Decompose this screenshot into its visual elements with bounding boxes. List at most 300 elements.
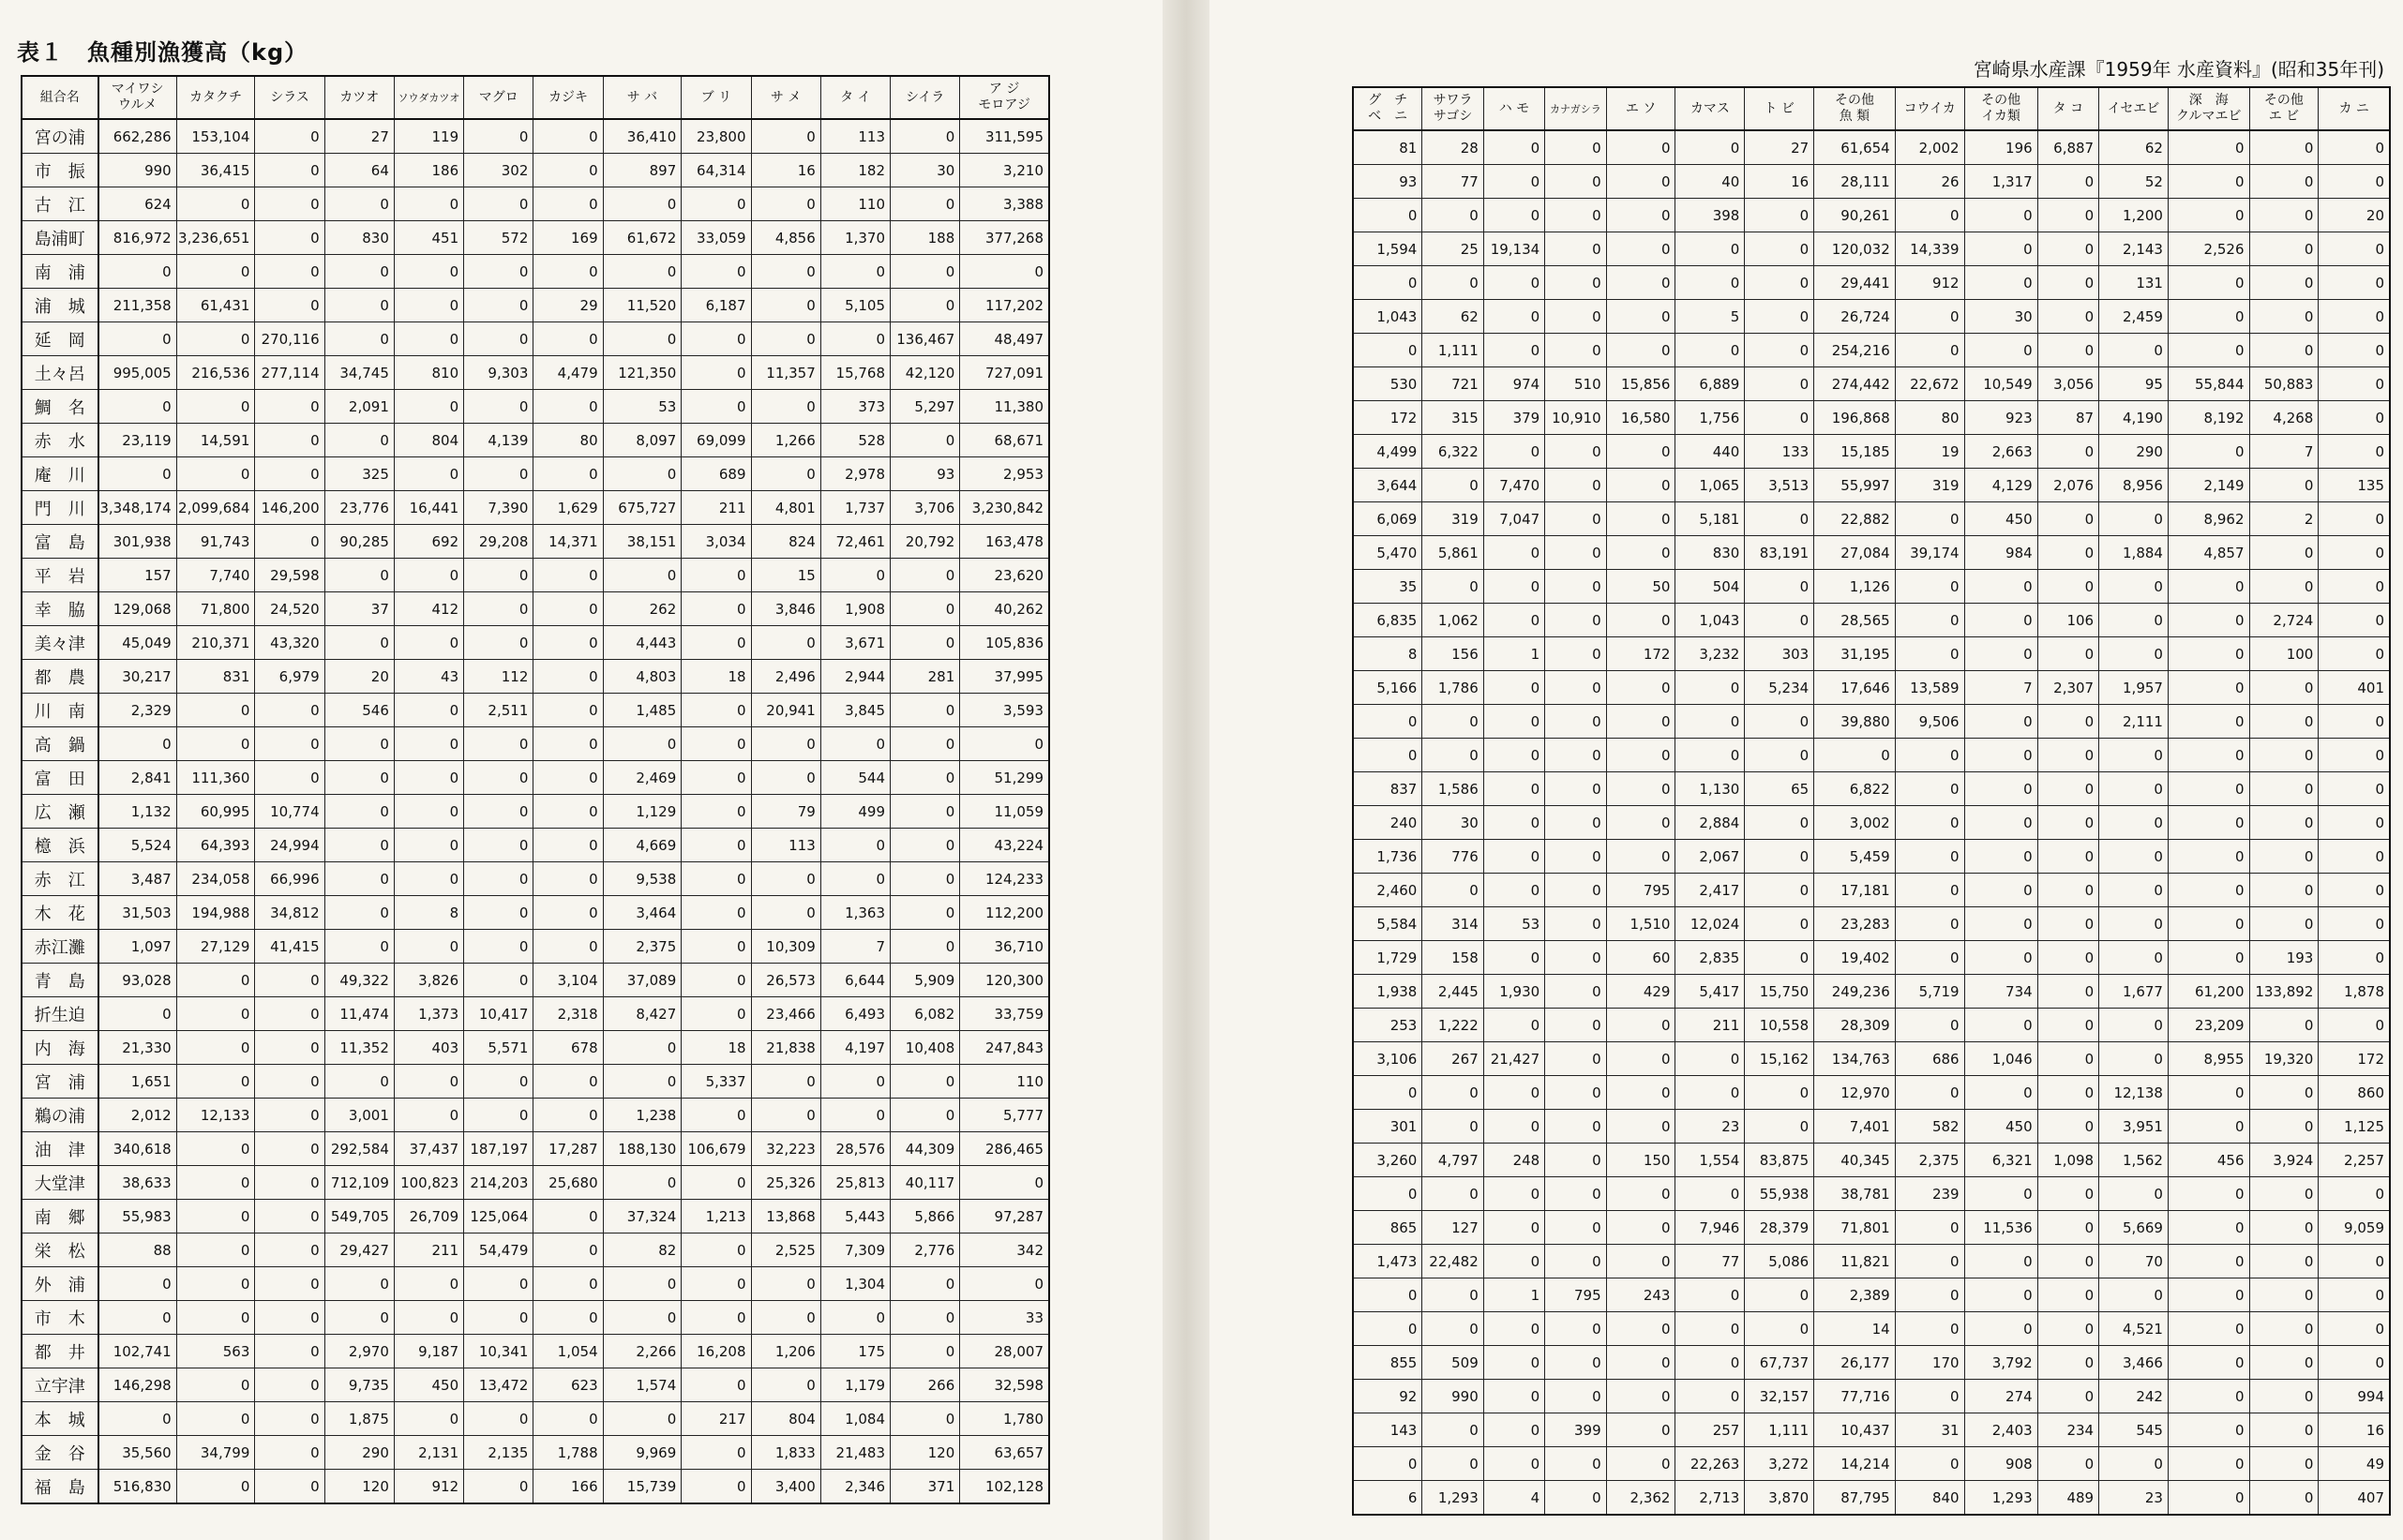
- cooperative-name-cell: 宮の浦: [22, 119, 98, 154]
- catch-value-cell: 0: [1964, 334, 2037, 367]
- catch-value-cell: 83,875: [1745, 1144, 1814, 1177]
- catch-value-cell: 120: [891, 1436, 960, 1470]
- catch-value-cell: 0: [255, 154, 324, 187]
- catch-value-cell: 0: [394, 1267, 463, 1301]
- catch-value-cell: 5,086: [1745, 1245, 1814, 1278]
- catch-value-cell: 0: [2249, 705, 2319, 739]
- catch-value-cell: 0: [324, 727, 394, 761]
- catch-value-cell: 0: [1964, 772, 2037, 806]
- cooperative-name-cell: 富 田: [22, 761, 98, 795]
- catch-value-cell: 1,304: [820, 1267, 890, 1301]
- catch-value-cell: 0: [891, 761, 960, 795]
- catch-value-cell: 0: [1483, 1245, 1544, 1278]
- catch-value-cell: 5,234: [1745, 671, 1814, 705]
- column-header: サ バ: [603, 76, 682, 119]
- cooperative-name-cell: 南 郷: [22, 1200, 98, 1233]
- catch-value-cell: 1,884: [2099, 536, 2169, 570]
- catch-value-cell: 371: [891, 1470, 960, 1504]
- catch-value-cell: 4,797: [1422, 1144, 1483, 1177]
- catch-value-cell: 0: [2319, 130, 2390, 165]
- catch-value-cell: 776: [1422, 840, 1483, 874]
- catch-value-cell: 0: [255, 1368, 324, 1402]
- catch-value-cell: 28: [1422, 130, 1483, 165]
- catch-value-cell: 837: [1353, 772, 1422, 806]
- catch-value-cell: 6,187: [682, 289, 751, 322]
- catch-value-cell: 572: [464, 221, 533, 255]
- catch-value-cell: 34,745: [324, 356, 394, 390]
- catch-value-cell: 0: [1606, 300, 1675, 334]
- catch-value-cell: 90,285: [324, 525, 394, 559]
- catch-value-cell: 80: [533, 424, 603, 457]
- catch-value-cell: 0: [891, 289, 960, 322]
- column-header: タ コ: [2037, 87, 2098, 130]
- catch-value-cell: 2,362: [1606, 1481, 1675, 1516]
- catch-value-cell: 0: [1483, 1211, 1544, 1245]
- catch-value-cell: 143: [1353, 1413, 1422, 1447]
- catch-value-cell: 3,388: [960, 187, 1049, 221]
- catch-value-cell: 110: [820, 187, 890, 221]
- catch-value-cell: 19: [1895, 435, 1964, 469]
- catch-value-cell: 0: [682, 694, 751, 727]
- catch-value-cell: 0: [1545, 1245, 1606, 1278]
- catch-value-cell: 2,511: [464, 694, 533, 727]
- catch-value-cell: 1,930: [1483, 975, 1544, 1009]
- table-row: [1353, 1278, 2390, 1312]
- catch-value-cell: 0: [2319, 536, 2390, 570]
- catch-value-cell: 0: [394, 626, 463, 660]
- catch-value-cell: 0: [1745, 874, 1814, 907]
- catch-value-cell: 188,130: [603, 1132, 682, 1166]
- catch-value-cell: 29: [533, 289, 603, 322]
- column-header: シラス: [255, 76, 324, 119]
- catch-value-cell: 32,598: [960, 1368, 1049, 1402]
- table-row: [1353, 232, 2390, 266]
- catch-value-cell: 0: [820, 1301, 890, 1335]
- catch-value-cell: 53: [1483, 907, 1544, 941]
- table-row: [22, 1368, 1049, 1402]
- catch-value-cell: 0: [1545, 1110, 1606, 1144]
- catch-value-cell: 0: [1745, 604, 1814, 637]
- catch-value-cell: 0: [1606, 502, 1675, 536]
- catch-value-cell: 21,483: [820, 1436, 890, 1470]
- catch-value-cell: 0: [682, 1470, 751, 1504]
- catch-value-cell: 0: [1895, 604, 1964, 637]
- catch-value-cell: 0: [176, 1368, 255, 1402]
- catch-value-cell: 1,786: [1422, 671, 1483, 705]
- column-header: カナガシラ: [1545, 87, 1606, 130]
- catch-value-cell: 0: [820, 559, 890, 592]
- catch-value-cell: 4,479: [533, 356, 603, 390]
- table-row: [22, 997, 1049, 1031]
- catch-value-cell: 0: [2037, 300, 2098, 334]
- catch-value-cell: 0: [464, 255, 533, 289]
- catch-value-cell: 810: [394, 356, 463, 390]
- catch-value-cell: 35: [1353, 570, 1422, 604]
- catch-value-cell: 0: [1675, 334, 1745, 367]
- catch-value-cell: 0: [1422, 1312, 1483, 1346]
- catch-value-cell: 0: [324, 795, 394, 829]
- catch-value-cell: 412: [394, 592, 463, 626]
- catch-value-cell: 0: [891, 119, 960, 154]
- catch-value-cell: 32,157: [1745, 1380, 1814, 1413]
- catch-value-cell: 0: [1483, 772, 1544, 806]
- catch-value-cell: 0: [682, 997, 751, 1031]
- catch-value-cell: 0: [2037, 334, 2098, 367]
- catch-value-cell: 1,126: [1814, 570, 1896, 604]
- catch-value-cell: 0: [394, 862, 463, 896]
- catch-value-cell: 0: [1675, 705, 1745, 739]
- catch-value-cell: 0: [2037, 739, 2098, 772]
- catch-value-cell: 9,187: [394, 1335, 463, 1368]
- catch-value-cell: 0: [1606, 1380, 1675, 1413]
- catch-value-cell: 64: [324, 154, 394, 187]
- catch-value-cell: 0: [891, 862, 960, 896]
- catch-value-cell: 175: [820, 1335, 890, 1368]
- cooperative-name-cell: 富 島: [22, 525, 98, 559]
- catch-value-cell: 0: [1483, 1447, 1544, 1481]
- catch-value-cell: 0: [1964, 806, 2037, 840]
- catch-value-cell: 0: [603, 255, 682, 289]
- catch-value-cell: 40,117: [891, 1166, 960, 1200]
- catch-value-cell: 1,084: [820, 1402, 890, 1436]
- table-row: [22, 390, 1049, 424]
- catch-value-cell: 0: [533, 559, 603, 592]
- catch-value-cell: 172: [2319, 1042, 2390, 1076]
- catch-value-cell: 80: [1895, 401, 1964, 435]
- catch-value-cell: 0: [255, 1402, 324, 1436]
- catch-value-cell: 0: [464, 390, 533, 424]
- catch-value-cell: 210,371: [176, 626, 255, 660]
- table-row: [1353, 1413, 2390, 1447]
- table-row: [22, 1132, 1049, 1166]
- catch-value-cell: 0: [176, 1402, 255, 1436]
- catch-value-cell: 0: [1895, 739, 1964, 772]
- catch-value-cell: 0: [751, 761, 820, 795]
- catch-value-cell: 4,129: [1964, 469, 2037, 502]
- catch-value-cell: 0: [1545, 1211, 1606, 1245]
- catch-value-cell: 0: [1483, 1009, 1544, 1042]
- catch-value-cell: 22,672: [1895, 367, 1964, 401]
- catch-value-cell: 2,724: [2249, 604, 2319, 637]
- table-row: [22, 862, 1049, 896]
- catch-value-cell: 499: [820, 795, 890, 829]
- catch-value-cell: 0: [255, 1301, 324, 1335]
- catch-value-cell: 2,970: [324, 1335, 394, 1368]
- catch-value-cell: 0: [464, 964, 533, 997]
- catch-value-cell: 266: [891, 1368, 960, 1402]
- cooperative-name-cell: 檍 浜: [22, 829, 98, 862]
- catch-value-cell: 301: [1353, 1110, 1422, 1144]
- catch-value-cell: 1,780: [960, 1402, 1049, 1436]
- catch-value-cell: 23,466: [751, 997, 820, 1031]
- catch-value-cell: 2,307: [2037, 671, 2098, 705]
- catch-value-cell: 0: [533, 154, 603, 187]
- catch-value-cell: 0: [324, 862, 394, 896]
- table-row: [22, 1402, 1049, 1436]
- catch-value-cell: 0: [1422, 1413, 1483, 1447]
- table-row: [1353, 907, 2390, 941]
- catch-value-cell: 0: [324, 1065, 394, 1099]
- catch-value-cell: 4,521: [2099, 1312, 2169, 1346]
- catch-value-cell: 3,466: [2099, 1346, 2169, 1380]
- catch-value-cell: 0: [1422, 469, 1483, 502]
- catch-value-cell: 36,710: [960, 930, 1049, 964]
- catch-value-cell: 2,944: [820, 660, 890, 694]
- catch-value-cell: 0: [2037, 1278, 2098, 1312]
- catch-value-cell: 5,777: [960, 1099, 1049, 1132]
- catch-value-cell: 456: [2168, 1144, 2249, 1177]
- catch-value-cell: 5,470: [1353, 536, 1422, 570]
- catch-value-cell: 0: [1895, 1211, 1964, 1245]
- catch-value-cell: 13,868: [751, 1200, 820, 1233]
- catch-value-cell: 0: [1895, 941, 1964, 975]
- catch-value-cell: 55,983: [98, 1200, 177, 1233]
- table-row: [1353, 1447, 2390, 1481]
- catch-value-cell: 3,826: [394, 964, 463, 997]
- catch-value-cell: 129,068: [98, 592, 177, 626]
- catch-value-cell: 0: [464, 457, 533, 491]
- catch-value-cell: 0: [2249, 199, 2319, 232]
- catch-value-cell: 34,799: [176, 1436, 255, 1470]
- catch-value-cell: 23,283: [1814, 907, 1896, 941]
- catch-value-cell: 0: [533, 829, 603, 862]
- catch-value-cell: 113: [820, 119, 890, 154]
- catch-value-cell: 40,345: [1814, 1144, 1896, 1177]
- catch-value-cell: 0: [255, 1031, 324, 1065]
- catch-value-cell: 33,059: [682, 221, 751, 255]
- catch-value-cell: 0: [603, 1301, 682, 1335]
- catch-value-cell: 2,403: [1964, 1413, 2037, 1447]
- catch-value-cell: 24,994: [255, 829, 324, 862]
- catch-value-cell: 54,479: [464, 1233, 533, 1267]
- catch-value-cell: 28,379: [1745, 1211, 1814, 1245]
- catch-value-cell: 87: [2037, 401, 2098, 435]
- catch-value-cell: 4,669: [603, 829, 682, 862]
- catch-value-cell: 923: [1964, 401, 2037, 435]
- catch-value-cell: 0: [2037, 1211, 2098, 1245]
- catch-value-cell: 6,979: [255, 660, 324, 694]
- cooperative-name-cell: 土々呂: [22, 356, 98, 390]
- catch-value-cell: 34,812: [255, 896, 324, 930]
- catch-value-cell: 0: [1353, 1076, 1422, 1110]
- catch-value-cell: 146,200: [255, 491, 324, 525]
- catch-value-cell: 0: [533, 1065, 603, 1099]
- catch-value-cell: 110: [960, 1065, 1049, 1099]
- catch-value-cell: 18: [682, 1031, 751, 1065]
- catch-value-cell: 0: [1745, 1312, 1814, 1346]
- catch-value-cell: 0: [2099, 334, 2169, 367]
- catch-value-cell: 8,962: [2168, 502, 2249, 536]
- catch-value-cell: 14,214: [1814, 1447, 1896, 1481]
- table-row: [1353, 705, 2390, 739]
- catch-value-cell: 248: [1483, 1144, 1544, 1177]
- catch-value-cell: 450: [394, 1368, 463, 1402]
- catch-value-cell: 0: [98, 322, 177, 356]
- catch-value-cell: 0: [98, 1301, 177, 1335]
- catch-value-cell: 692: [394, 525, 463, 559]
- catch-value-cell: 974: [1483, 367, 1544, 401]
- catch-value-cell: 0: [603, 1166, 682, 1200]
- catch-value-cell: 0: [2099, 604, 2169, 637]
- catch-value-cell: 156: [1422, 637, 1483, 671]
- cooperative-name-cell: 木 花: [22, 896, 98, 930]
- catch-value-cell: 29,208: [464, 525, 533, 559]
- catch-value-cell: 0: [176, 1065, 255, 1099]
- cooperative-name-cell: 栄 松: [22, 1233, 98, 1267]
- catch-value-cell: 0: [324, 626, 394, 660]
- catch-value-cell: 0: [1483, 266, 1544, 300]
- catch-value-cell: 0: [1675, 130, 1745, 165]
- catch-value-cell: 1,054: [533, 1335, 603, 1368]
- catch-value-cell: 0: [2249, 469, 2319, 502]
- catch-value-cell: 7,946: [1675, 1211, 1745, 1245]
- catch-value-cell: 0: [1545, 705, 1606, 739]
- catch-value-cell: 0: [1964, 1278, 2037, 1312]
- catch-value-cell: 2,389: [1814, 1278, 1896, 1312]
- catch-value-cell: 1,098: [2037, 1144, 2098, 1177]
- catch-value-cell: 3,260: [1353, 1144, 1422, 1177]
- catch-value-cell: 0: [751, 862, 820, 896]
- catch-value-cell: 0: [394, 829, 463, 862]
- catch-value-cell: 0: [1606, 199, 1675, 232]
- catch-value-cell: 1,473: [1353, 1245, 1422, 1278]
- catch-value-cell: 0: [1545, 1481, 1606, 1516]
- table-row: [22, 1099, 1049, 1132]
- column-header: コウイカ: [1895, 87, 1964, 130]
- catch-value-cell: 0: [2319, 1245, 2390, 1278]
- table-row: [22, 356, 1049, 390]
- catch-value-cell: 549,705: [324, 1200, 394, 1233]
- table-row: [22, 660, 1049, 694]
- catch-value-cell: 0: [1895, 334, 1964, 367]
- catch-value-cell: 5,719: [1895, 975, 1964, 1009]
- catch-value-cell: 13,472: [464, 1368, 533, 1402]
- catch-value-cell: 0: [603, 457, 682, 491]
- catch-value-cell: 0: [1606, 232, 1675, 266]
- catch-value-cell: 0: [1353, 334, 1422, 367]
- catch-value-cell: 0: [176, 694, 255, 727]
- catch-value-cell: 686: [1895, 1042, 1964, 1076]
- catch-value-cell: 0: [2249, 671, 2319, 705]
- catch-value-cell: 544: [820, 761, 890, 795]
- catch-value-cell: 6,493: [820, 997, 890, 1031]
- catch-value-cell: 0: [891, 626, 960, 660]
- catch-value-cell: 7: [2249, 435, 2319, 469]
- catch-value-cell: 10,417: [464, 997, 533, 1031]
- column-header: ハ モ: [1483, 87, 1544, 130]
- catch-value-cell: 113: [751, 829, 820, 862]
- catch-value-cell: 6,644: [820, 964, 890, 997]
- catch-value-cell: 0: [464, 1099, 533, 1132]
- catch-value-cell: 170: [1895, 1346, 1964, 1380]
- cooperative-name-cell: 幸 脇: [22, 592, 98, 626]
- catch-value-cell: 2,884: [1675, 806, 1745, 840]
- catch-value-cell: 0: [1353, 705, 1422, 739]
- catch-value-cell: 0: [1964, 739, 2037, 772]
- catch-value-cell: 0: [2249, 1380, 2319, 1413]
- catch-value-cell: 0: [682, 862, 751, 896]
- catch-value-cell: 1,373: [394, 997, 463, 1031]
- catch-value-cell: 0: [1483, 570, 1544, 604]
- catch-value-cell: 0: [751, 322, 820, 356]
- catch-value-cell: 3,056: [2037, 367, 2098, 401]
- catch-value-cell: 37,324: [603, 1200, 682, 1233]
- catch-value-cell: 0: [682, 1436, 751, 1470]
- catch-value-cell: 3,870: [1745, 1481, 1814, 1516]
- catch-value-cell: 29,427: [324, 1233, 394, 1267]
- catch-value-cell: 509: [1422, 1346, 1483, 1380]
- catch-value-cell: 0: [682, 896, 751, 930]
- catch-value-cell: 0: [1606, 604, 1675, 637]
- catch-value-cell: 0: [751, 727, 820, 761]
- catch-value-cell: 254,216: [1814, 334, 1896, 367]
- catch-value-cell: 0: [464, 289, 533, 322]
- catch-value-cell: 43,224: [960, 829, 1049, 862]
- cooperative-name-cell: 庵 川: [22, 457, 98, 491]
- catch-value-cell: 0: [820, 322, 890, 356]
- catch-value-cell: 0: [2168, 1413, 2249, 1447]
- catch-value-cell: 994: [2319, 1380, 2390, 1413]
- table-row: [22, 255, 1049, 289]
- catch-value-cell: 824: [751, 525, 820, 559]
- column-header: カ ニ: [2319, 87, 2390, 130]
- catch-value-cell: 5,459: [1814, 840, 1896, 874]
- catch-value-cell: 62: [2099, 130, 2169, 165]
- catch-value-cell: 0: [464, 559, 533, 592]
- catch-value-cell: 102,741: [98, 1335, 177, 1368]
- catch-value-cell: 37: [324, 592, 394, 626]
- catch-value-cell: 816,972: [98, 221, 177, 255]
- catch-value-cell: 0: [1895, 637, 1964, 671]
- catch-value-cell: 0: [682, 390, 751, 424]
- catch-value-cell: 0: [1422, 1177, 1483, 1211]
- catch-value-cell: 0: [1606, 130, 1675, 165]
- catch-value-cell: 0: [255, 1470, 324, 1504]
- catch-value-cell: 0: [255, 1436, 324, 1470]
- catch-value-cell: 0: [1606, 806, 1675, 840]
- table-row: [1353, 1110, 2390, 1144]
- catch-value-cell: 0: [533, 1267, 603, 1301]
- catch-value-cell: 0: [324, 424, 394, 457]
- catch-value-cell: 35,560: [98, 1436, 177, 1470]
- catch-value-cell: 0: [464, 187, 533, 221]
- cooperative-name-cell: 外 浦: [22, 1267, 98, 1301]
- catch-value-cell: 301,938: [98, 525, 177, 559]
- catch-value-cell: 239: [1895, 1177, 1964, 1211]
- table-row: [1353, 435, 2390, 469]
- catch-value-cell: 0: [1964, 705, 2037, 739]
- catch-value-cell: 0: [2037, 975, 2098, 1009]
- catch-value-cell: 1,317: [1964, 165, 2037, 199]
- catch-value-cell: 274: [1964, 1380, 2037, 1413]
- table-row: [1353, 941, 2390, 975]
- catch-value-cell: 5,669: [2099, 1211, 2169, 1245]
- catch-value-cell: 489: [2037, 1481, 2098, 1516]
- cooperative-name-cell: 都 井: [22, 1335, 98, 1368]
- column-header: その他 魚 類: [1814, 87, 1896, 130]
- catch-value-cell: 1,729: [1353, 941, 1422, 975]
- table-row: [1353, 840, 2390, 874]
- catch-value-cell: 0: [1675, 1278, 1745, 1312]
- catch-value-cell: 5,524: [98, 829, 177, 862]
- catch-value-cell: 0: [464, 1267, 533, 1301]
- catch-value-cell: 0: [2099, 1042, 2169, 1076]
- catch-value-cell: 0: [2319, 739, 2390, 772]
- catch-value-cell: 79: [751, 795, 820, 829]
- catch-value-cell: 26: [1895, 165, 1964, 199]
- catch-value-cell: 0: [891, 795, 960, 829]
- catch-value-cell: 27: [1745, 130, 1814, 165]
